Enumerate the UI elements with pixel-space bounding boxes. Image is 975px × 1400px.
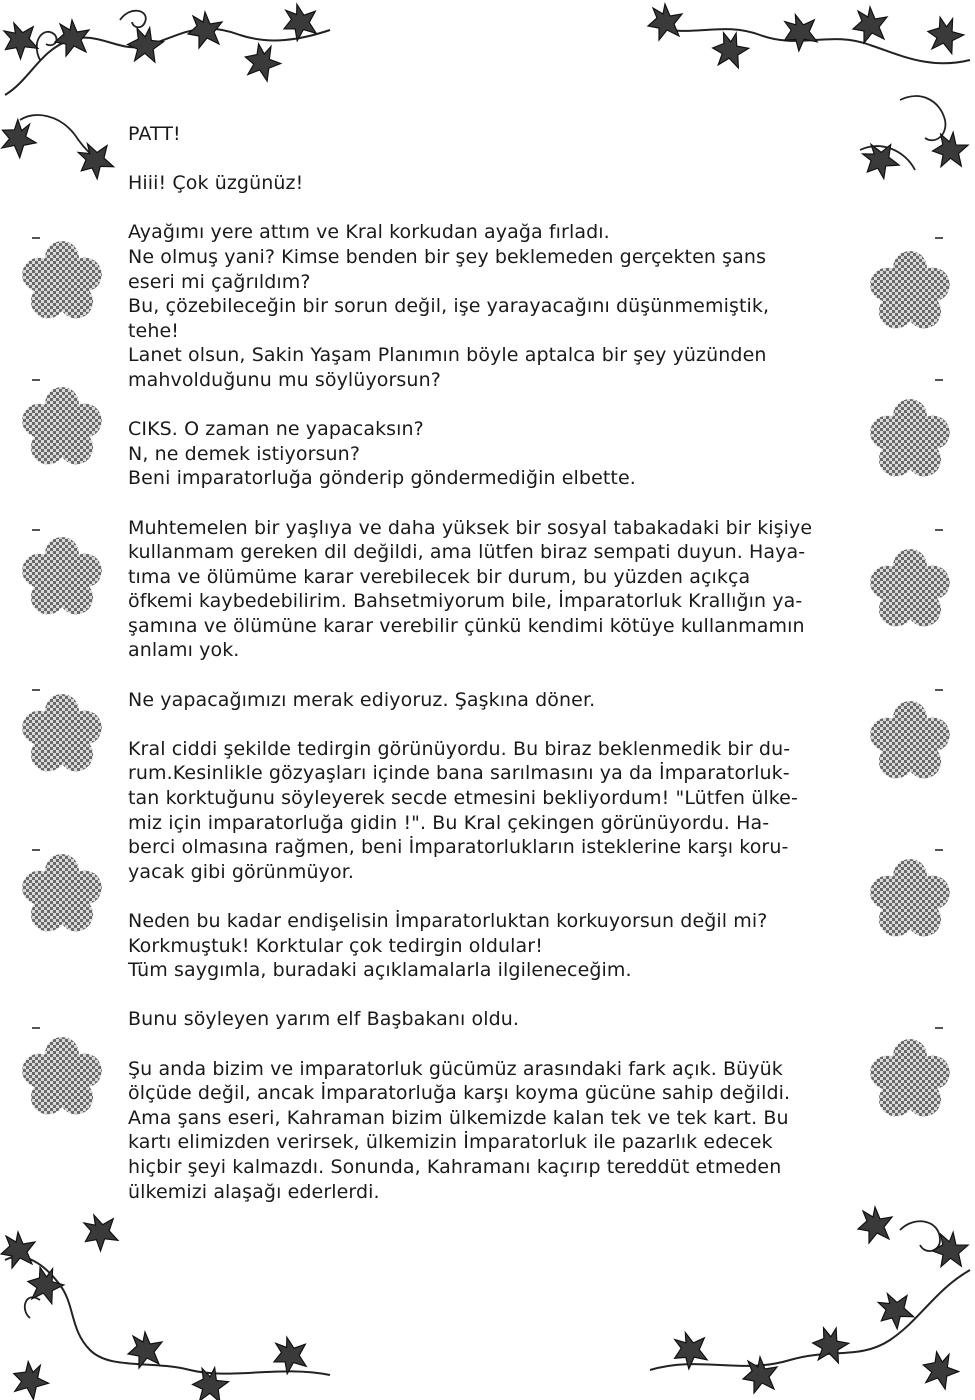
text-line: Neden bu kadar endişelisin İmparatorluktan korkuyorsun değil mi? bbox=[128, 910, 768, 932]
text-line: şamına ve ölümüne karar verebilir çünkü kendimi kötüye kullanmamın bbox=[128, 614, 805, 637]
story-text bbox=[128, 122, 848, 1229]
paragraph bbox=[128, 1057, 848, 1205]
text-line: Şu anda bizim ve imparatorluk gücümüz arasındaki fark açık. Büyük bbox=[128, 1057, 783, 1080]
text-line: PATT! bbox=[128, 123, 181, 145]
paragraph bbox=[128, 737, 848, 885]
text-line: miz için imparatorluğa gidin !". Bu Kral çekingen görünüyordu. Ha- bbox=[128, 811, 770, 834]
text-line: rum.Kesinlikle gözyaşları içinde bana sarılmasını ya da İmparatorluk- bbox=[128, 762, 790, 785]
text-line: yacak gibi görünmüyor. bbox=[128, 860, 355, 883]
text-line: ölçüde değil, ancak İmparatorluğa karşı koyma gücüne sahip değildi. bbox=[128, 1082, 791, 1105]
text-line: berci olmasına rağmen, beni İmparatorlukların isteklerine karşı koru- bbox=[128, 836, 789, 859]
text-line: anlamı yok. bbox=[128, 639, 240, 662]
text-line: Bu, çözebileceğin bir sorun değil, işe yarayacağını düşünmemiştik, bbox=[128, 295, 770, 318]
text-line: öfkemi kaybedebilirim. Bahsetmiyorum bile, İmparatorluk Krallığın ya- bbox=[128, 590, 803, 613]
text-line: CIKS. O zaman ne yapacaksın? bbox=[128, 418, 424, 441]
flower-column-left bbox=[22, 241, 102, 1114]
text-line: Hiii! Çok üzgünüz! bbox=[128, 172, 304, 195]
text-line: tıma ve ölümüme karar verebilecek bir durum, bu yüzden açıkça bbox=[128, 565, 751, 588]
text-line: mahvolduğunu mu söylüyorsun? bbox=[128, 368, 441, 391]
text-line: ülkemizi alaşağı ederlerdi. bbox=[128, 1180, 380, 1203]
ivy-bottom-left bbox=[1, 1209, 330, 1400]
paragraph bbox=[128, 417, 848, 491]
text-line: Beni imparatorluğa gönderip göndermediğin elbette. bbox=[128, 467, 636, 490]
text-line: Ne yapacağımızı merak ediyoruz. Şaşkına döner. bbox=[128, 688, 596, 711]
text-line: Korkmuştuk! Korktular çok tedirgin oldular! bbox=[128, 934, 543, 957]
paragraph bbox=[128, 171, 848, 196]
text-line: hiçbir şeyi kalmazdı. Sonunda, Kahramanı kaçırıp tereddüt etmeden bbox=[128, 1155, 782, 1178]
paragraph bbox=[128, 122, 848, 147]
text-line: tan korktuğunu söyleyerek secde etmesini bekliyordum! "Lütfen ülke- bbox=[128, 787, 798, 810]
text-line: Kral ciddi şekilde tedirgin görünüyordu. Bu biraz beklenmedik bir du- bbox=[128, 737, 791, 760]
text-line: N, ne demek istiyorsun? bbox=[128, 442, 361, 465]
text-line: Bunu söyleyen yarım elf Başbakanı oldu. bbox=[128, 1008, 520, 1031]
text-line: kullanmam gereken dil değildi, ama lütfen biraz sempati duyun. Haya- bbox=[128, 541, 806, 564]
text-line: kartı elimizden verirsek, ülkemizin İmparatorluk ile pazarlık edecek bbox=[128, 1131, 773, 1154]
text-line: tehe! bbox=[128, 319, 179, 342]
paragraph bbox=[128, 516, 848, 664]
text-line: Muhtemelen bir yaşlıya ve daha yüksek bir sosyal tabakadaki bir kişiye bbox=[128, 516, 813, 539]
ivy-bottom-right bbox=[650, 1207, 970, 1394]
text-line: Ayağımı yere attım ve Kral korkudan ayağa fırladı. bbox=[128, 221, 610, 244]
paragraph bbox=[128, 220, 848, 392]
paragraph bbox=[128, 909, 848, 983]
text-line: Lanet olsun, Sakin Yaşam Planımın böyle aptalca bir şey yüzünden bbox=[128, 344, 767, 367]
text-line: eseri mi çağrıldım? bbox=[128, 270, 311, 293]
paragraph bbox=[128, 1007, 848, 1032]
paragraph bbox=[128, 688, 848, 713]
text-line: Ama şans eseri, Kahraman bizim ülkemizde kalan tek ve tek kart. Bu bbox=[128, 1106, 789, 1129]
text-line: Tüm saygımla, buradaki açıklamalarla ilgileneceğim. bbox=[128, 959, 632, 982]
text-line: Ne olmuş yani? Kimse benden bir şey beklemeden gerçekten şans bbox=[128, 245, 767, 268]
